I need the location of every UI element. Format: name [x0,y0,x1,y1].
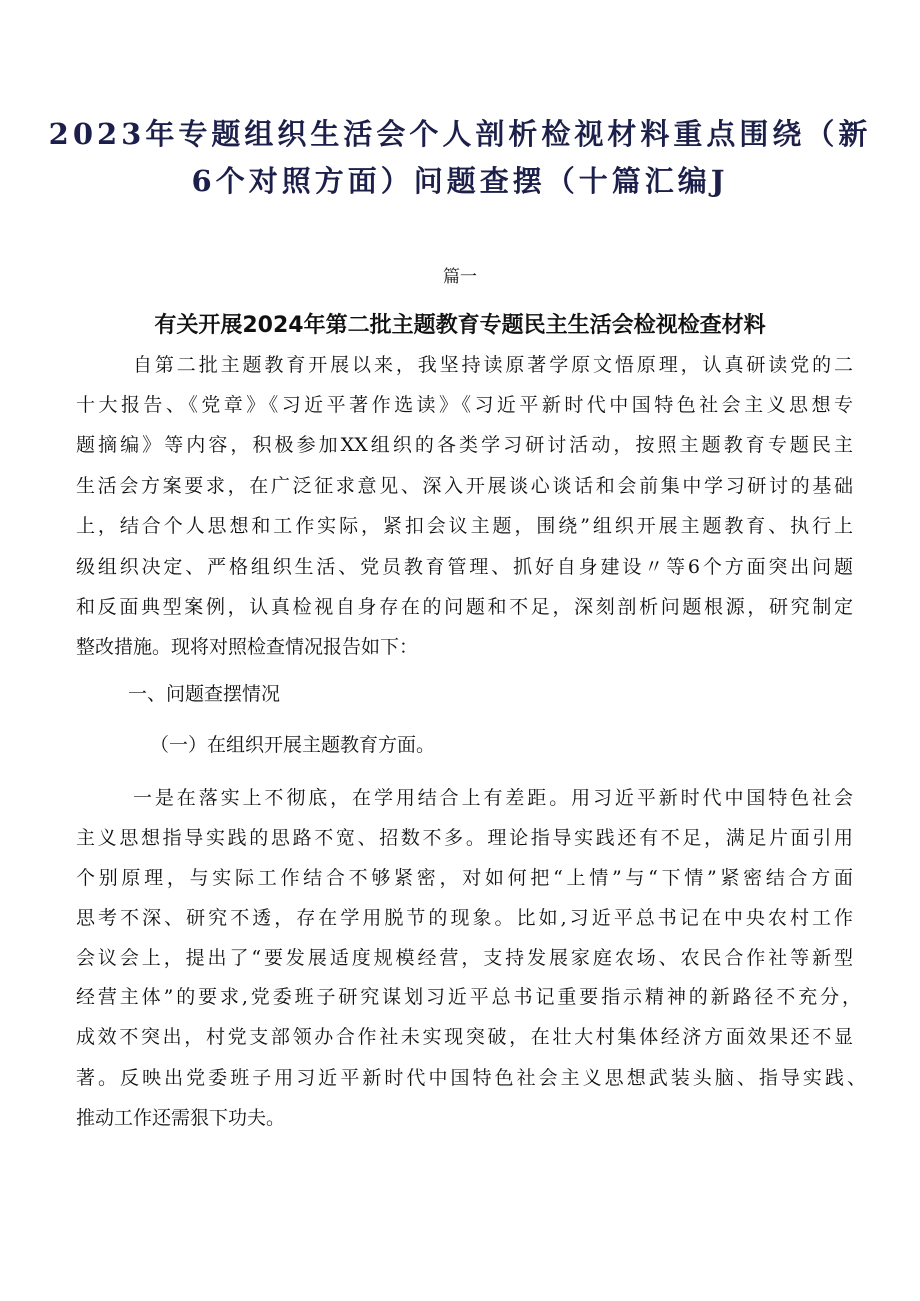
body-line: 一是在落实上不彻底，在学用结合上有差距。用习近平新时代中国特色社会 [133,787,853,809]
heading-level-2: （一）在组织开展主题教育方面。 [150,734,436,756]
body-line: 思考不深、研究不透，存在学用脱节的现象。比如,习近平总书记在中央农村工作 [76,907,853,929]
intro-line: 上，结合个人思想和工作实际，紧扣会议主题，围绕”组织开展主题教育、执行上 [76,515,853,537]
section-label: 篇一 [443,267,477,287]
body-line: 著。反映出党委班子用习近平新时代中国特色社会主义思想武装头脑、指导实践、 [76,1067,866,1089]
intro-line: 自第二批主题教育开展以来，我坚持读原著学原文悟原理，认真研读党的二 [133,354,853,376]
document-title-line-1: 2023年专题组织生活会个人剖析检视材料重点围绕（新 [48,117,872,151]
body-line: 成效不突出，村党支部领办合作社未实现突破，在壮大村集体经济方面效果还不显 [76,1026,853,1048]
body-line: 会议会上，提出了“要发展适度规模经营，支持发展家庭农场、农民合作社等新型 [76,947,853,969]
intro-line: 和反面典型案例，认真检视自身存在的问题和不足，深刻剖析问题根源，研究制定 [76,596,853,618]
intro-line: 级组织决定、严格组织生活、党员教育管理、抓好自身建设〃等6个方面突出问题 [76,556,853,578]
intro-line: 整改措施。现将对照检查情况报告如下： [76,636,419,658]
intro-line: 十大报告、《党章》《习近平著作选读》《习近平新时代中国特色社会主义思想专 [76,394,853,416]
body-line: 推动工作还需狠下功夫。 [76,1107,286,1129]
section-title: 有关开展2024年第二批主题教育专题民主生活会检视检查材料 [154,313,766,338]
intro-line: 题摘编》等内容，积极参加XX组织的各类学习研讨活动，按照主题教育专题民主 [76,434,853,456]
body-line: 个别原理，与实际工作结合不够紧密，对如何把“上情”与“下情”紧密结合方面 [76,867,853,889]
intro-line: 生活会方案要求，在广泛征求意见、深入开展谈心谈话和会前集中学习研讨的基础 [76,475,853,497]
heading-level-1: 一、问题查摆情况 [128,683,281,705]
body-line: 经营主体”的要求,党委班子研究谋划习近平总书记重要指示精神的新路径不充分， [76,986,861,1008]
body-line: 主义思想指导实践的思路不宽、招数不多。理论指导实践还有不足，满足片面引用 [76,827,853,849]
document-title-line-2: 6个对照方面）问题查摆（十篇汇编J [191,164,729,198]
